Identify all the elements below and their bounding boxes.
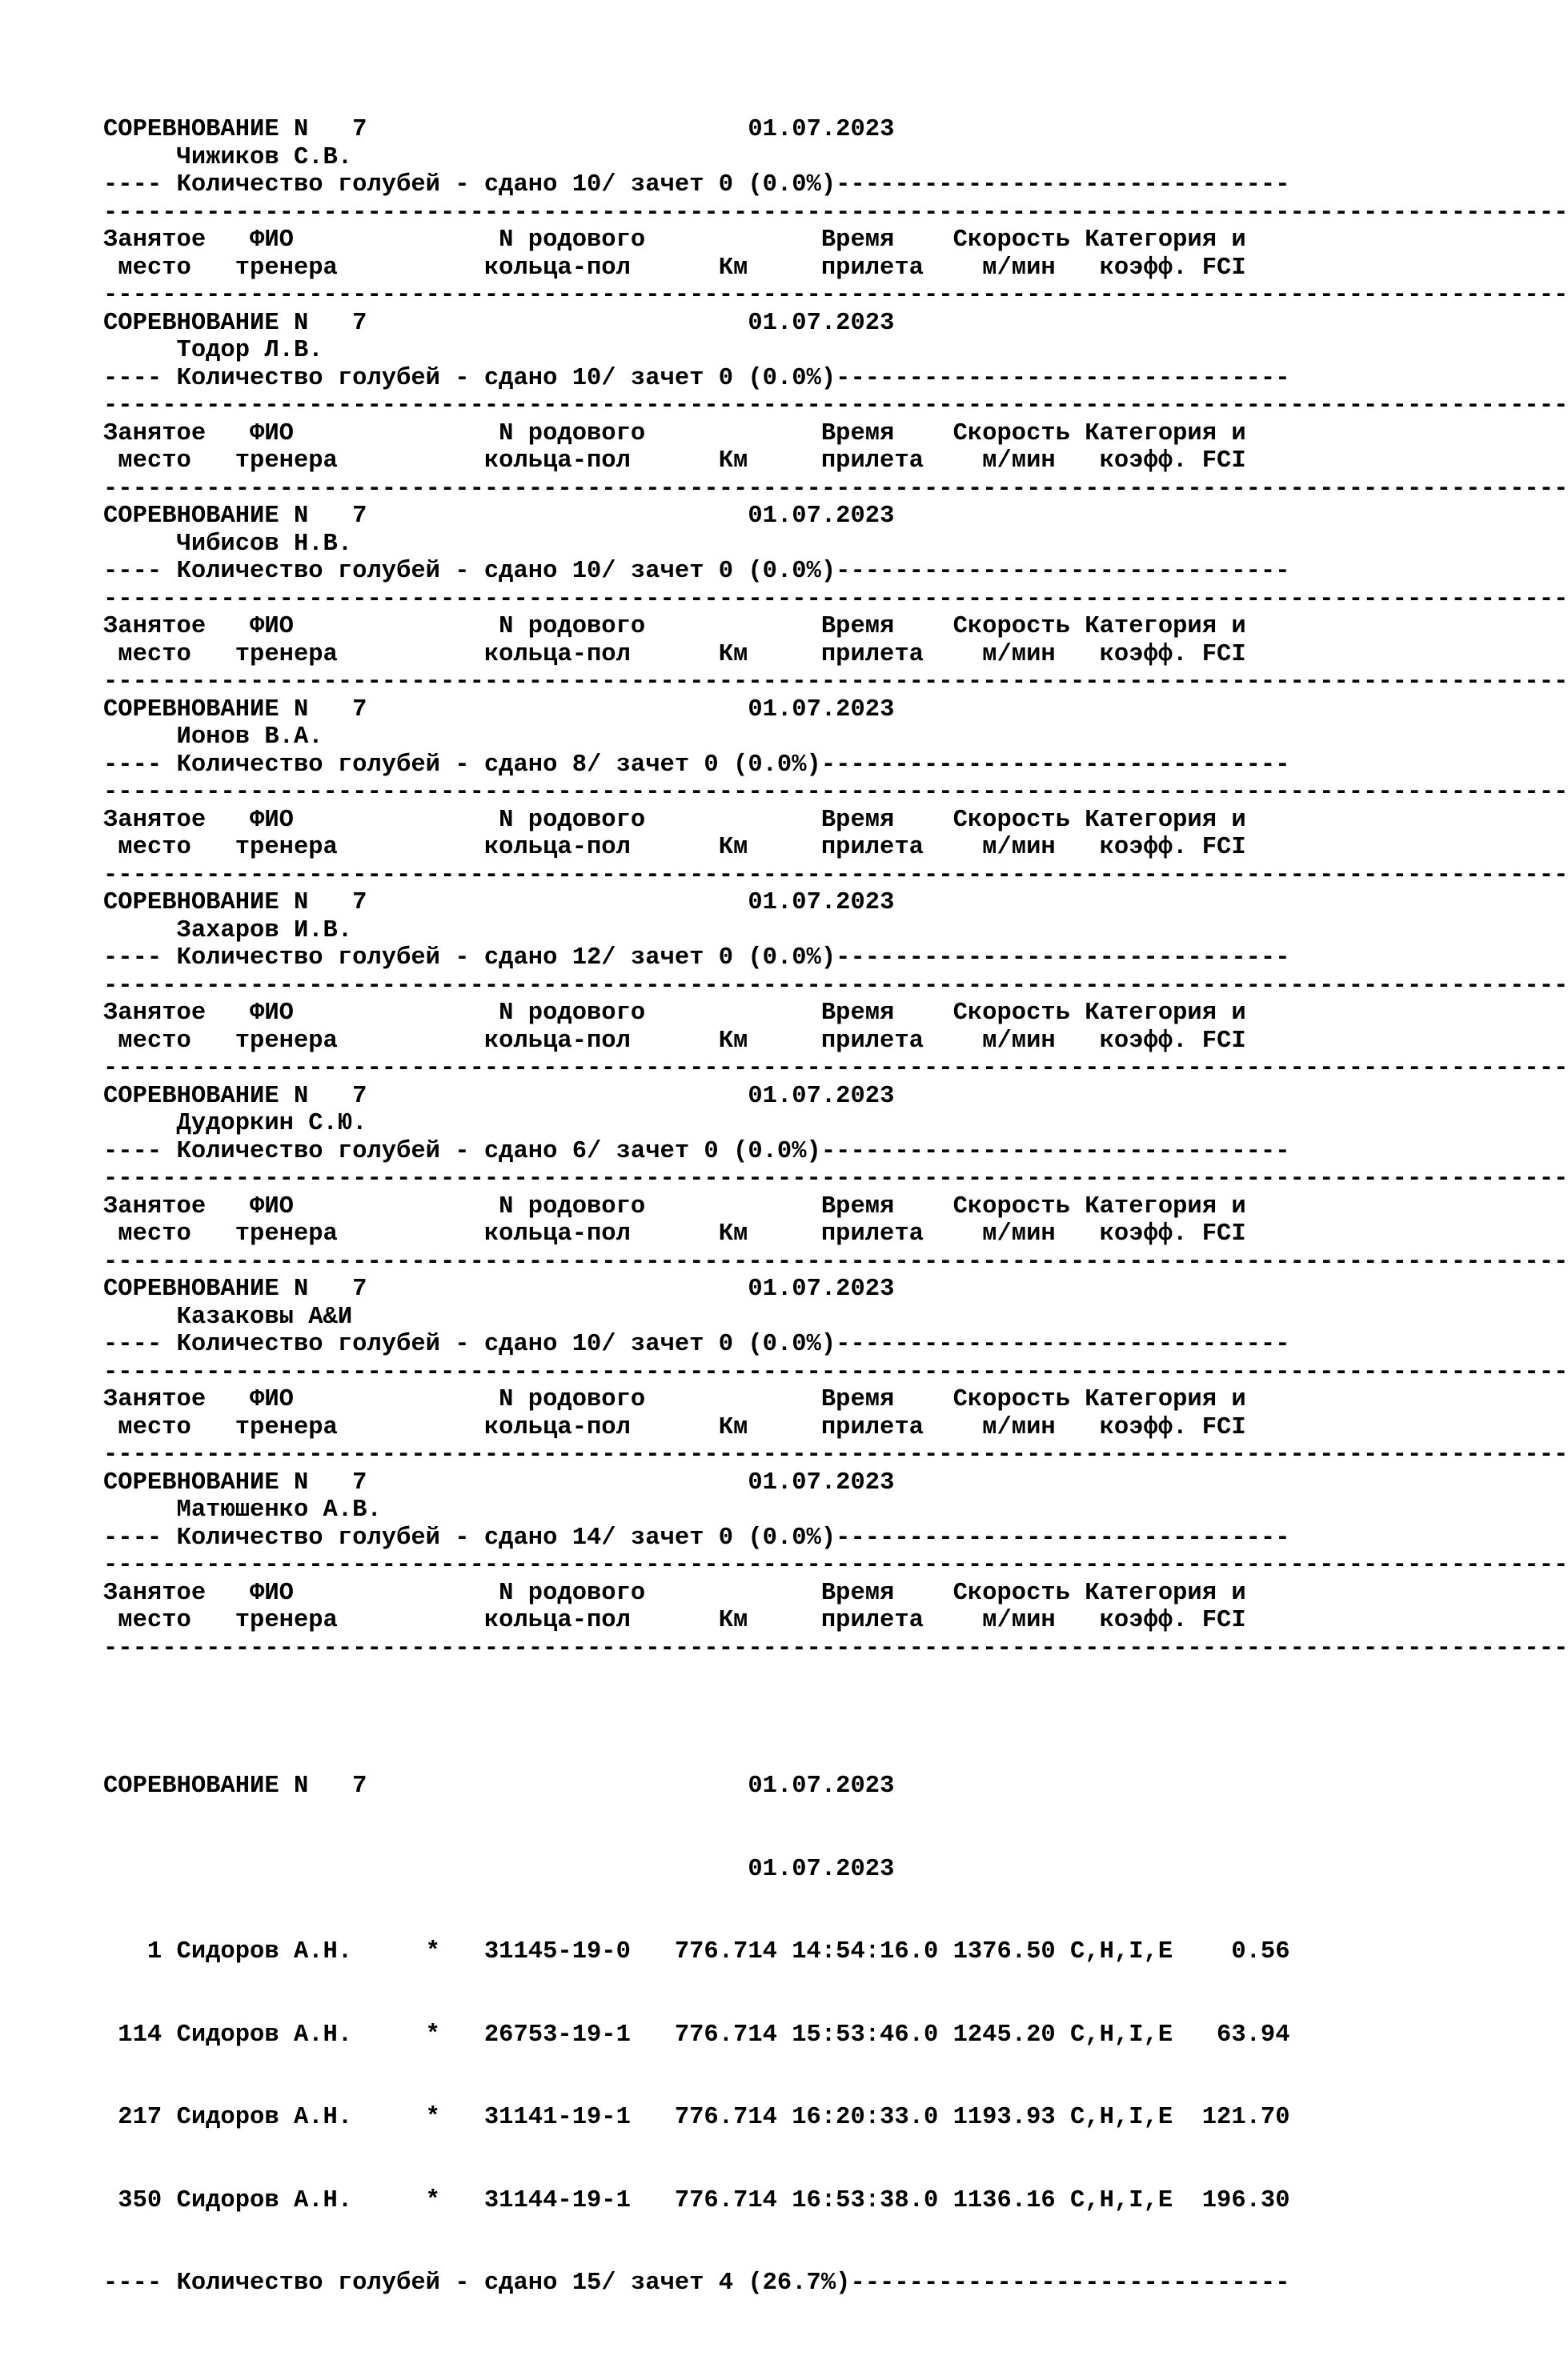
column-header-row1: Занятое ФИО N родового Время Скорость Категория и bbox=[103, 1192, 1246, 1220]
separator: ---------------------------------------------------------------------------------------------------- bbox=[103, 861, 1568, 889]
separator: ---------------------------------------------------------------------------------------------------- bbox=[103, 1165, 1568, 1192]
competition-header bbox=[103, 310, 1304, 338]
trainer-name: Захаров И.В. bbox=[176, 916, 353, 944]
result-row: 350 Сидоров А.Н. * 31144-19-1 776.714 16:53:38.0 1136.16 C,H,I,E 196.30 bbox=[103, 2186, 1290, 2214]
separator: ---------------------------------------------------------------------------------------------------- bbox=[103, 1055, 1568, 1082]
competition-header bbox=[103, 889, 1304, 917]
column-header-row1: Занятое ФИО N родового Время Скорость Категория и bbox=[103, 419, 1246, 447]
result-row: 217 Сидоров А.Н. * 31141-19-1 776.714 16:20:33.0 1193.93 C,H,I,E 121.70 bbox=[103, 2104, 1290, 2131]
summary-line: ---- Количество голубей - сдано 10/ зачет 0 (0.0%)------------------------------- bbox=[103, 171, 1290, 198]
competition-date: 01.07.2023 bbox=[748, 889, 895, 916]
column-header-row1: Занятое ФИО N родового Время Скорость Категория и bbox=[103, 1386, 1246, 1413]
trainer-section bbox=[103, 1468, 1568, 1663]
trainer-name-line bbox=[103, 917, 1304, 945]
summary-line: ---- Количество голубей - сдано 8/ зачет 0 (0.0%)-------------------------------- bbox=[103, 751, 1290, 779]
column-header-row2: место тренера кольца-пол Км прилета м/мин коэфф. FCI bbox=[103, 1027, 1246, 1055]
column-header-row1: Занятое ФИО N родового Время Скорость Категория и bbox=[103, 1579, 1246, 1607]
competition-date: 01.07.2023 bbox=[748, 695, 895, 723]
column-header-row2: место тренера кольца-пол Км прилета м/мин коэфф. FCI bbox=[103, 1607, 1246, 1634]
competition-label: СОРЕВНОВАНИЕ N 7 bbox=[103, 309, 367, 337]
trainer-name: Матюшенко А.В. bbox=[176, 1497, 382, 1524]
column-header-row1: Занятое ФИО N родового Время Скорость Категория и bbox=[103, 1000, 1246, 1027]
trainer-name: Чибисов Н.В. bbox=[176, 530, 353, 558]
competition-header bbox=[103, 503, 1304, 531]
trainer-name: Дудоркин С.Ю. bbox=[176, 1110, 367, 1137]
trainer-name-line bbox=[103, 144, 1304, 172]
competition-label: СОРЕВНОВАНИЕ N 7 bbox=[103, 503, 367, 530]
summary-line: ---- Количество голубей - сдано 6/ зачет 0 (0.0%)-------------------------------- bbox=[103, 1137, 1290, 1165]
competition-label: СОРЕВНОВАНИЕ N 7 bbox=[103, 116, 367, 143]
competition-label: СОРЕВНОВАНИЕ N 7 bbox=[103, 1468, 367, 1497]
competition-date: 01.07.2023 bbox=[748, 1082, 895, 1110]
column-header-row2: место тренера кольца-пол Км прилета м/мин коэфф. FCI bbox=[103, 254, 1246, 282]
separator: ---------------------------------------------------------------------------------------------------- bbox=[103, 585, 1568, 613]
summary-line: ---- Количество голубей - сдано 10/ зачет 0 (0.0%)------------------------------- bbox=[103, 558, 1290, 585]
summary-line: ---- Количество голубей - сдано 10/ зачет 0 (0.0%)------------------------------- bbox=[103, 364, 1290, 392]
result-row: 114 Сидоров А.Н. * 26753-19-1 776.714 15:53:46.0 1245.20 C,H,I,E 63.94 bbox=[103, 2021, 1290, 2049]
trainer-section bbox=[103, 309, 1568, 503]
separator: ---------------------------------------------------------------------------------------------------- bbox=[103, 668, 1568, 695]
separator: ---------------------------------------------------------------------------------------------------- bbox=[103, 1634, 1568, 1662]
final-section bbox=[103, 1717, 1304, 2353]
competition-header bbox=[103, 1276, 1304, 1304]
column-header-row2: место тренера кольца-пол Км прилета м/мин коэфф. FCI bbox=[103, 447, 1246, 475]
separator: ---------------------------------------------------------------------------------------------------- bbox=[103, 972, 1568, 1000]
separator: ---------------------------------------------------------------------------------------------------- bbox=[103, 198, 1568, 226]
results-document bbox=[103, 61, 1568, 2380]
trainer-section bbox=[103, 116, 1568, 310]
competition-label: СОРЕВНОВАНИЕ N 7 bbox=[103, 1773, 367, 1800]
column-header-row2: место тренера кольца-пол Км прилета м/мин коэфф. FCI bbox=[103, 1413, 1246, 1441]
separator: ---------------------------------------------------------------------------------------------------- bbox=[103, 1552, 1568, 1579]
trainer-name-line bbox=[103, 1110, 1304, 1138]
trainer-name: Тодор Л.В. bbox=[176, 337, 323, 364]
trainer-name: Чижиков С.В. bbox=[176, 143, 353, 171]
separator: ---------------------------------------------------------------------------------------------------- bbox=[103, 1248, 1568, 1276]
competition-header bbox=[103, 116, 1304, 144]
trainer-section bbox=[103, 1276, 1568, 1469]
final-summary-line: ---- Количество голубей - сдано 15/ зачет 4 (26.7%)------------------------------ bbox=[103, 2270, 1290, 2297]
competition-header bbox=[103, 1469, 1304, 1497]
competition-header bbox=[103, 696, 1304, 724]
trainer-sections bbox=[103, 116, 1568, 1662]
trainer-name: Ионов В.А. bbox=[176, 723, 323, 751]
competition-header bbox=[103, 1083, 1304, 1111]
competition-date: 01.07.2023 bbox=[748, 503, 895, 530]
trainer-name-line bbox=[103, 531, 1304, 559]
column-header-row1: Занятое ФИО N родового Время Скорость Категория и bbox=[103, 613, 1246, 640]
trainer-section bbox=[103, 695, 1568, 890]
summary-line: ---- Количество голубей - сдано 10/ зачет 0 (0.0%)------------------------------- bbox=[103, 1331, 1290, 1358]
competition-date: 01.07.2023 bbox=[748, 1468, 895, 1497]
trainer-section bbox=[103, 503, 1568, 696]
column-header-row1: Занятое ФИО N родового Время Скорость Категория и bbox=[103, 806, 1246, 834]
trainer-section bbox=[103, 1082, 1568, 1276]
competition-header-final bbox=[103, 1773, 1304, 1801]
trainer-name-line bbox=[103, 1497, 1304, 1525]
column-header-row2: место тренера кольца-пол Км прилета м/мин коэфф. FCI bbox=[103, 640, 1246, 668]
second-date-line bbox=[103, 1856, 1304, 1884]
separator: ---------------------------------------------------------------------------------------------------- bbox=[103, 475, 1568, 503]
trainer-name-line bbox=[103, 1304, 1304, 1332]
competition-label: СОРЕВНОВАНИЕ N 7 bbox=[103, 1082, 367, 1110]
competition-date: 01.07.2023 bbox=[748, 1276, 895, 1303]
competition-label: СОРЕВНОВАНИЕ N 7 bbox=[103, 695, 367, 723]
separator: ---------------------------------------------------------------------------------------------------- bbox=[103, 1441, 1568, 1468]
trainer-name: Казаковы А&И bbox=[176, 1303, 353, 1331]
trainer-section bbox=[103, 889, 1568, 1083]
column-header-row1: Занятое ФИО N родового Время Скорость Категория и bbox=[103, 226, 1246, 254]
separator: ---------------------------------------------------------------------------------------------------- bbox=[103, 1358, 1568, 1386]
competition-date: 01.07.2023 bbox=[748, 116, 895, 143]
separator: ---------------------------------------------------------------------------------------------------- bbox=[103, 282, 1568, 309]
column-header-row2: место тренера кольца-пол Км прилета м/мин коэфф. FCI bbox=[103, 834, 1246, 861]
competition-label: СОРЕВНОВАНИЕ N 7 bbox=[103, 1276, 367, 1303]
trainer-name-line bbox=[103, 723, 1304, 751]
competition-date: 01.07.2023 bbox=[748, 309, 895, 337]
result-row: 1 Сидоров А.Н. * 31145-19-0 776.714 14:54:16.0 1376.50 C,H,I,E 0.56 bbox=[103, 1938, 1290, 1965]
competition-date: 01.07.2023 bbox=[748, 1773, 895, 1800]
summary-line: ---- Количество голубей - сдано 14/ зачет 0 (0.0%)------------------------------- bbox=[103, 1524, 1290, 1552]
separator: ---------------------------------------------------------------------------------------------------- bbox=[103, 779, 1568, 806]
competition-label: СОРЕВНОВАНИЕ N 7 bbox=[103, 889, 367, 916]
competition-date: 01.07.2023 bbox=[748, 1855, 895, 1883]
summary-line: ---- Количество голубей - сдано 12/ зачет 0 (0.0%)------------------------------- bbox=[103, 944, 1290, 972]
trainer-name-line bbox=[103, 337, 1304, 365]
separator: ---------------------------------------------------------------------------------------------------- bbox=[103, 392, 1568, 419]
column-header-row2: место тренера кольца-пол Км прилета м/мин коэфф. FCI bbox=[103, 1220, 1246, 1248]
